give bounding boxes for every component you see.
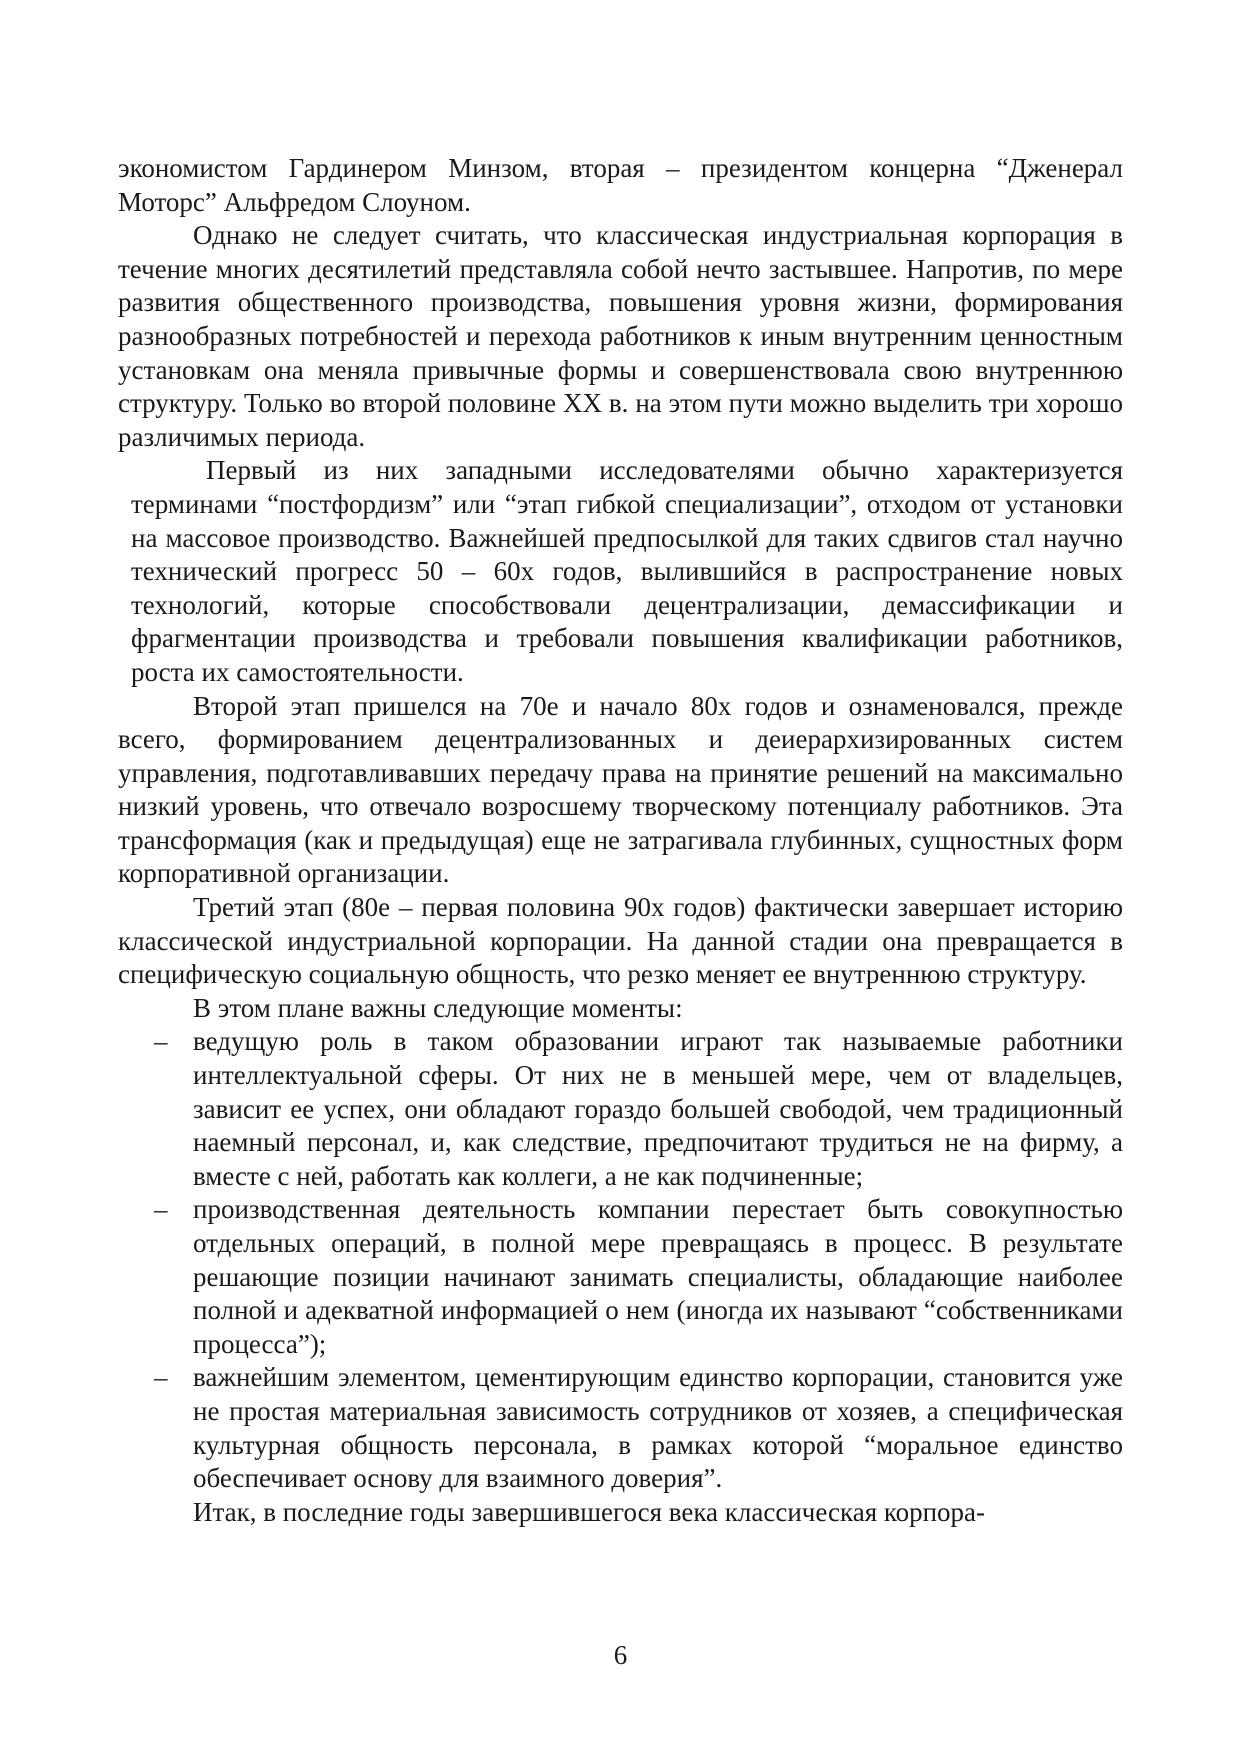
list-item: – ведущую роль в таком образовании играют так называемые работники интеллектуальной сферы. От них не в меньшей мере, чем от владельцев, зависит ее успех, они обладают гораздо большей свободой, чем традиционный наемный персонал, и, как следствие, предпочитают трудиться не на фирму, а вместе с ней, работать как коллеги, а не как подчиненные;: [193, 1025, 1123, 1193]
paragraph-second-stage: Второй этап пришелся на 70е и начало 80х годов и ознаменовался, прежде всего, формированием децентрализованных и деиерархизированных систем управления, подготавливавших передачу права на принятие решений на максимально низкий уровень, что отвечало возросшему творческому потенциалу работников. Эта трансформация (как и предыдущая) еще не затрагивала глубинных, сущностных форм корпоративной организации.: [118, 690, 1123, 889]
list-item: – производственная деятельность компании перестает быть совокупностью отдельных операций, в полной мере превращаясь в процесс. В результате решающие позиции начинают занимать специалисты, обладающие наиболее полной и адекватной информацией о нем (иногда их называют “собственниками процесса”);: [193, 1193, 1123, 1361]
list-item: – важнейшим элементом, цементирующим единство корпорации, становится уже не простая материальная зависимость сотрудников от хозяев, а специфическая культурная общность персонала, в рамках которой “моральное единство обеспечивает основу для взаимного доверия”.: [193, 1361, 1123, 1495]
page-body: [118, 152, 1123, 1529]
paragraph-first-stage: Первый из них западными исследователями обычно характеризуется терминами “постфордизм” или “этап гибкой специализации”, отходом от установки на массовое производство. Важнейшей предпосылкой для таких сдвигов стал научно технический прогресс 50 – 60х годов, вылившийся в распространение новых технологий, которые способствовали децентрализации, демассификации и фрагментации производства и требовали повышения квалификации работников, роста их самостоятельности.: [131, 455, 1123, 687]
page-number: 6: [613, 1640, 628, 1670]
paragraph-third-stage: Третий этап (80е – первая половина 90х годов) фактически завершает историю классической индустриальной корпорации. На данной стадии она превращается в специфическую социальную общность, что резко меняет ее внутреннюю структуру.: [118, 892, 1123, 990]
paragraph-list-intro: В этом плане важны следующие моменты:: [193, 992, 683, 1023]
dash-list: [118, 1025, 1123, 1495]
paragraph-closing: Итак, в последние годы завершившегося века классическая корпора-: [193, 1496, 986, 1527]
paragraph-corporation-evolution: Однако не следует считать, что классическая индустриальная корпорация в течение многих десятилетий представляла собой нечто застывшее. Напротив, по мере развития общественного производства, повышения уровня жизни, формирования разнообразных потребностей и перехода работников к иным внутренним ценностным установкам она меняла привычные формы и совершенствовала свою внутреннюю структуру. Только во второй половине XX в. на этом пути можно выделить три хорошо различимых периода.: [118, 220, 1123, 452]
paragraph-continuation: экономистом Гардинером Минзом, вторая – президентом концерна “Дженерал Моторс” Альфредом Слоуном.: [118, 153, 1123, 217]
